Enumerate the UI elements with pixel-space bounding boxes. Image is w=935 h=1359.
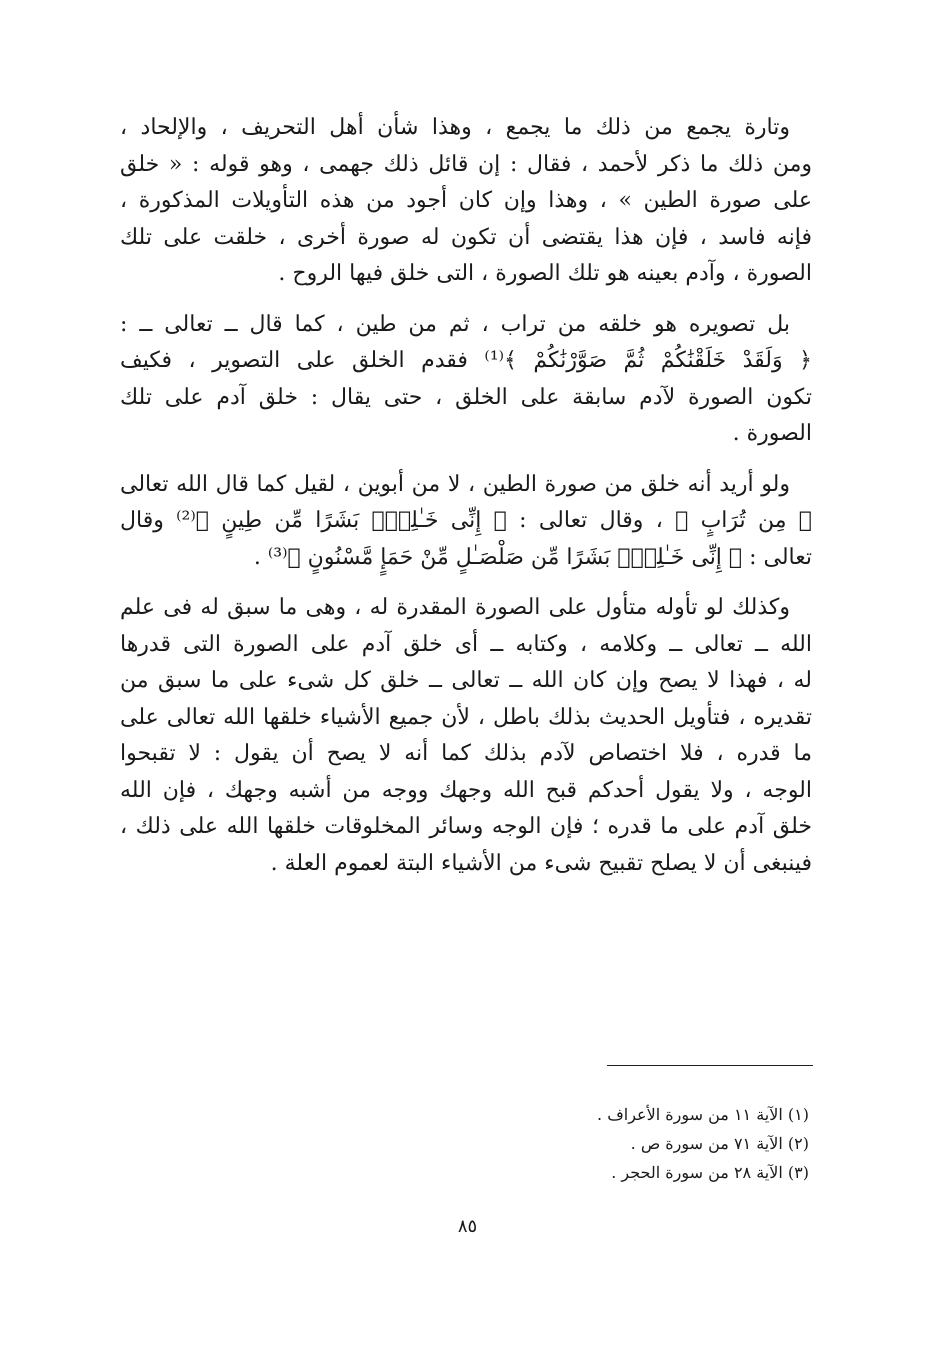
- footnote-divider: [607, 1065, 813, 1066]
- quran-verse-line: ﴿ مِن تُرَابٍ ﴾ ، وقال تعالى : ﴿ إِنِّى خَـٰلِقٌۢ بَشَرًا مِّن طِينٍ ﴾⁽²⁾ وقال: [120, 508, 812, 533]
- text-line: الله ــ تعالى ــ وكلامه ، وكتابه ــ أى خلق آدم على الصورة التى قدرها: [120, 631, 812, 657]
- text-line: تقديره ، فتأويل الحديث بذلك باطل ، لأن جميع الأشياء خلقها الله تعالى على: [120, 704, 812, 730]
- text-line: له ، فهذا لا يصح وإن كان الله ــ تعالى ــ خلق كل شىء على ما سبق من: [120, 668, 812, 693]
- quran-verse-line: تعالى : ﴿ إِنِّى خَـٰلِقٌۢ بَشَرًا مِّن صَلْصَـٰلٍ مِّنْ حَمَإٍ مَّسْنُونٍ ﴾⁽³⁾ .: [253, 544, 812, 570]
- paragraph-2: [120, 307, 812, 453]
- page-number: ٨٥: [457, 1216, 478, 1237]
- quran-verse-line: ﴿ وَلَقَدْ خَلَقْنَٰكُمْ ثُمَّ صَوَّرْنَٰكُمْ ﴾⁽¹⁾ فقدم الخلق على التصوير ، فكيف: [120, 348, 812, 373]
- text-line: ما قدره ، فلا اختصاص لآدم بذلك كما أنه لا يصح أن يقول : لا تقبحوا: [120, 741, 812, 766]
- text-line: تكون الصورة لآدم سابقة على الخلق ، حتى يقال : خلق آدم على تلك: [120, 384, 812, 410]
- paragraph-3: [120, 467, 812, 577]
- text-line: فينبغى أن لا يصلح تقبيح شىء من الأشياء البتة لعموم العلة .: [270, 850, 812, 876]
- text-line: فإنه فاسد ، فإن هذا يقتضى أن تكون له صورة أخرى ، خلقت على تلك: [120, 224, 812, 250]
- footnote-2: (٢) الآية ٧١ من سورة ص .: [630, 1134, 809, 1153]
- text-line: ولو أريد أنه خلق من صورة الطين ، لا من أبوين ، لقيل كما قال الله تعالى: [120, 471, 790, 497]
- text-line: الصورة ، وآدم بعينه هو تلك الصورة ، التى خلق فيها الروح .: [278, 261, 812, 286]
- paragraph-4: [120, 590, 812, 882]
- footnotes: [409, 1100, 809, 1187]
- text-line: ومن ذلك ما ذكر لأحمد ، فقال : إن قائل ذلك جهمى ، وهو قوله : « خلق: [120, 151, 812, 177]
- text-line: الصورة .: [732, 421, 812, 446]
- footnote-1: (١) الآية ١١ من سورة الأعراف .: [597, 1105, 809, 1124]
- text-line: الوجه ، ولا يقول أحدكم قبح الله وجهك ووجه من أشبه وجهك ، فإن الله: [120, 777, 812, 803]
- text-line: خلق آدم على ما قدره ؛ فإن الوجه وسائر المخلوقات خلقها الله على ذلك ،: [120, 814, 812, 839]
- text-line: وتارة يجمع من ذلك ما يجمع ، وهذا شأن أهل التحريف ، والإلحاد ،: [120, 115, 790, 140]
- paragraph-1: [120, 110, 812, 293]
- text-line: بل تصويره هو خلقه من تراب ، ثم من طين ، كما قال ــ تعالى ــ :: [120, 311, 790, 337]
- text-line: وكذلك لو تأوله متأول على الصورة المقدرة له ، وهى ما سبق له فى علم: [120, 595, 790, 620]
- main-text: [120, 110, 812, 896]
- text-line: على صورة الطين » ، وهذا وإن كان أجود من هذه التأويلات المذكورة ،: [120, 188, 812, 213]
- footnote-3: (٣) الآية ٢٨ من سورة الحجر .: [611, 1163, 809, 1182]
